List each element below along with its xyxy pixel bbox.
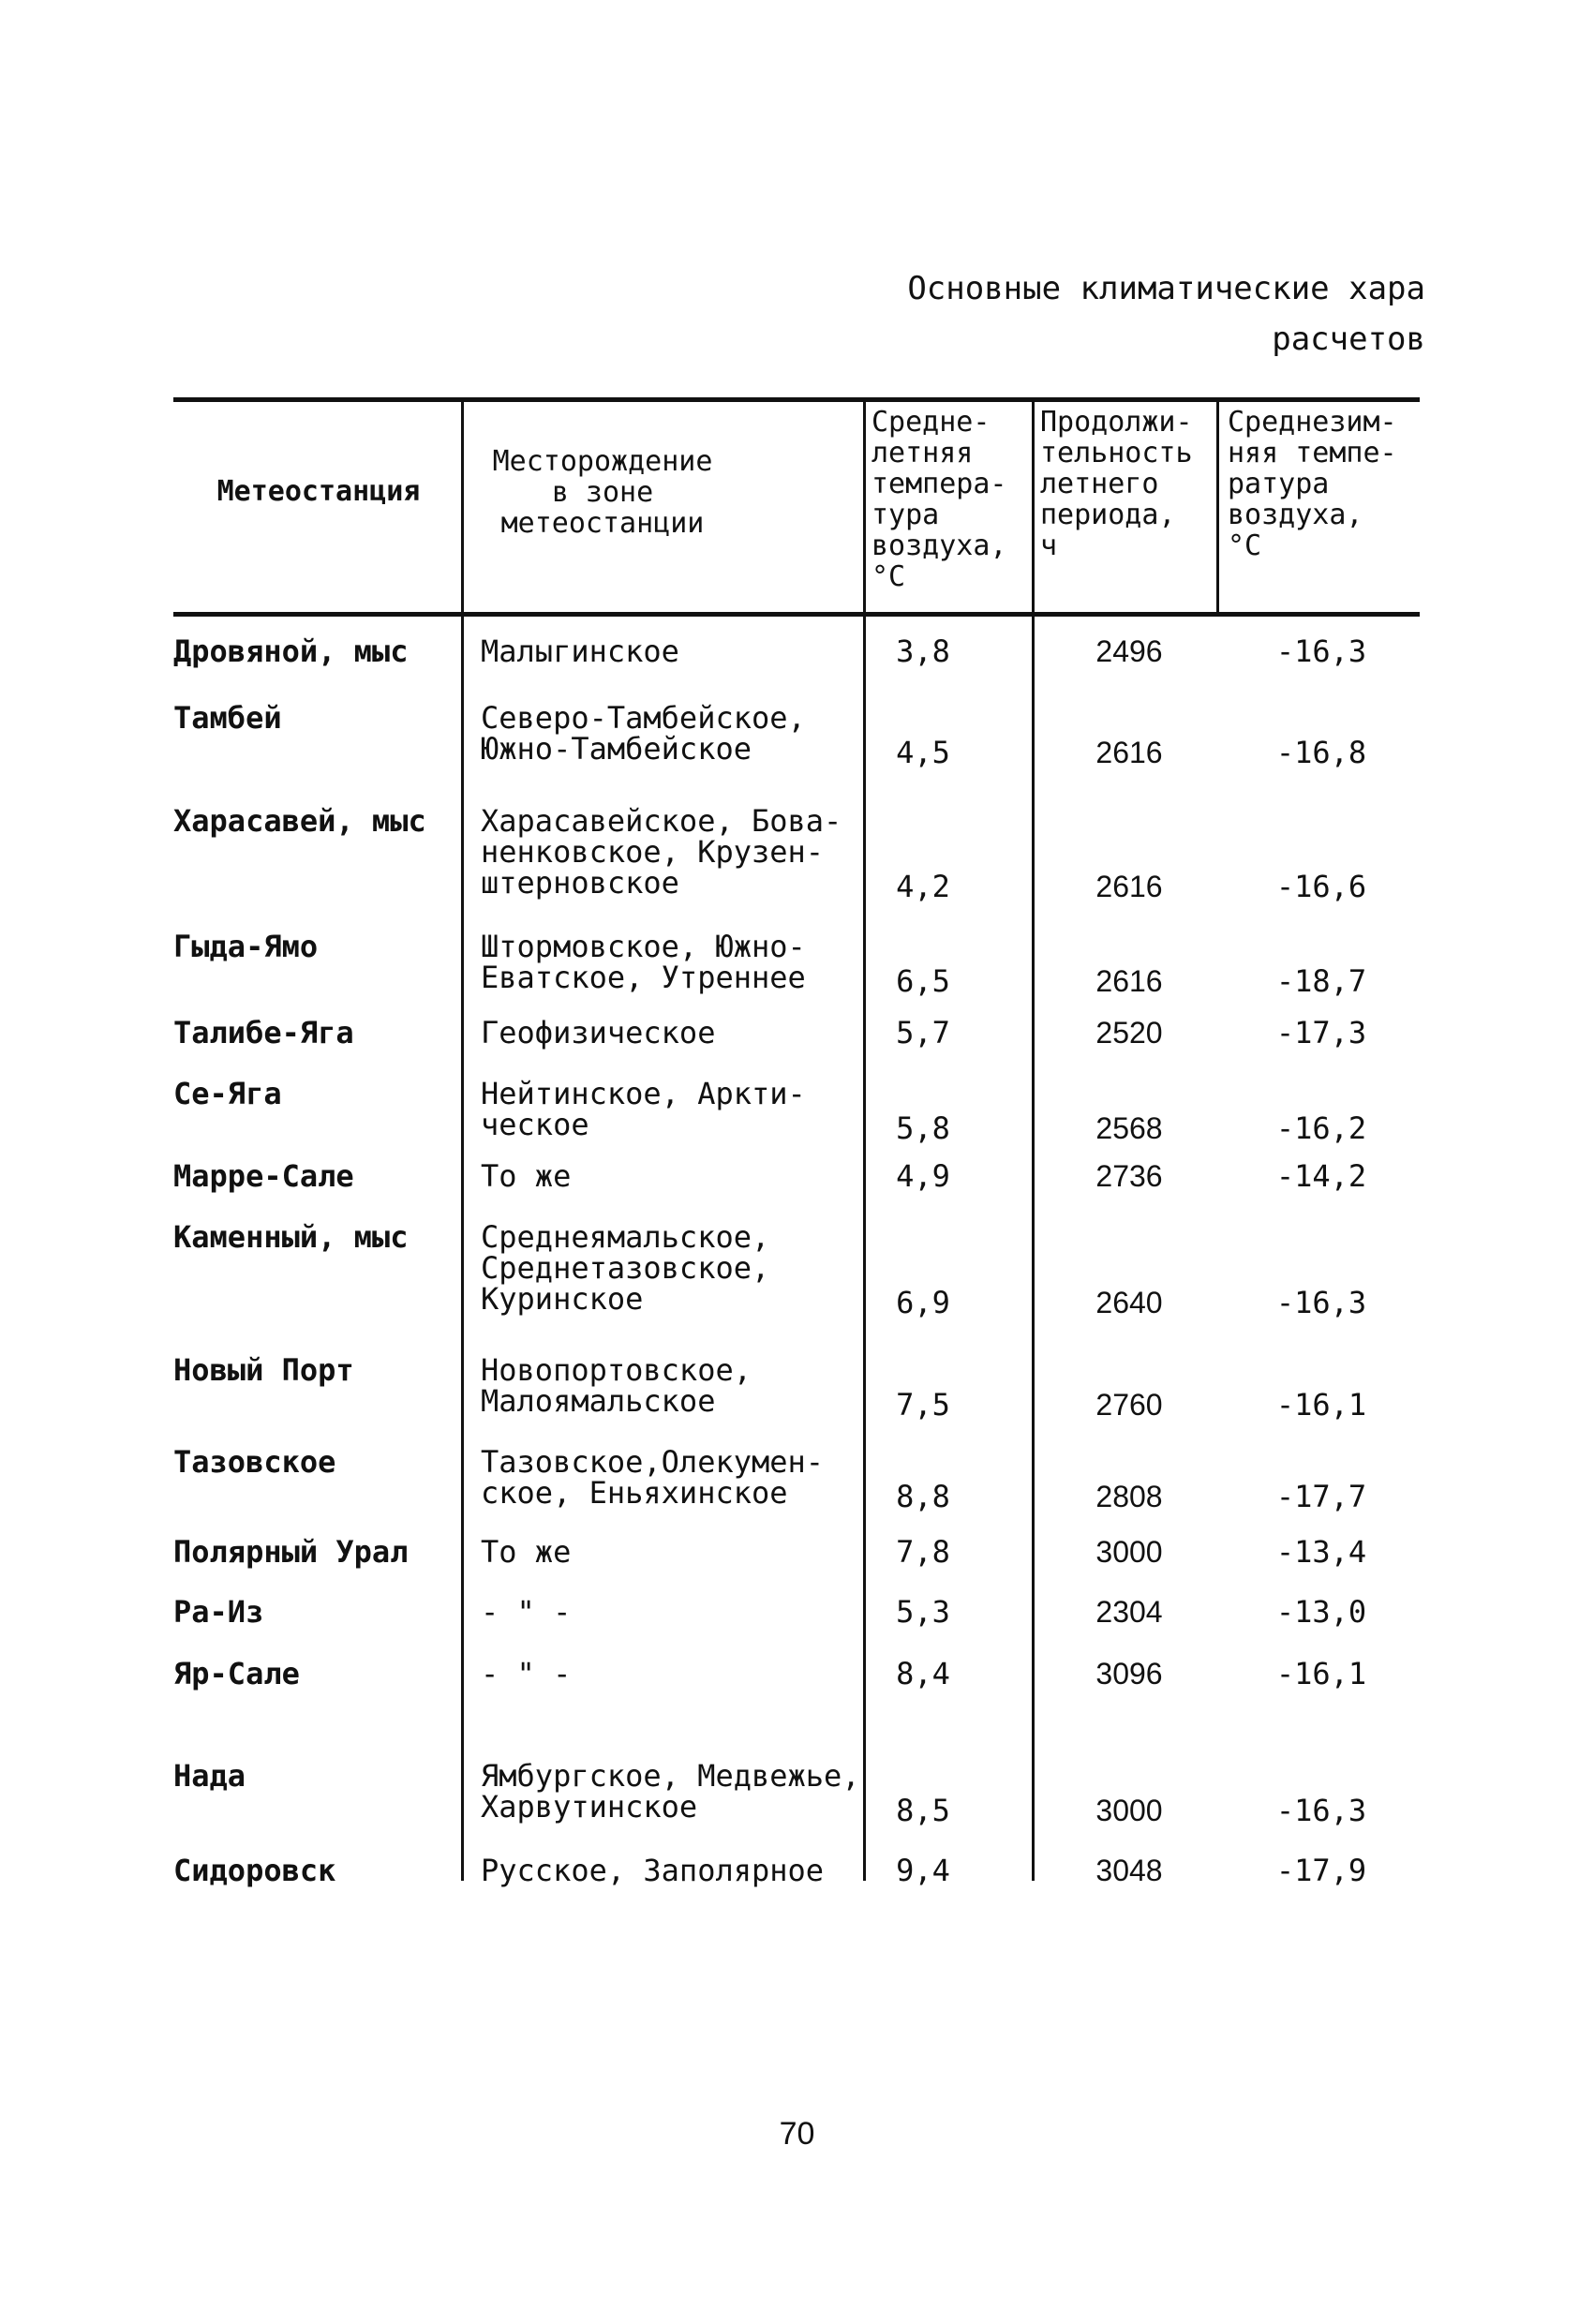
table-caption-line1: Основные климатические хара (907, 270, 1425, 307)
station-cell: Ра-Из (173, 1594, 264, 1630)
duration-cell: 2520 (1095, 1016, 1163, 1050)
summer-temp-cell: 9,4 (896, 1853, 950, 1888)
duration-cell: 2640 (1095, 1286, 1163, 1319)
table-header-rule (173, 612, 1420, 617)
field-cell: - " - (481, 1656, 572, 1691)
field-cell: Геофизическое (481, 1015, 716, 1050)
winter-temp-cell: -16,1 (1275, 1656, 1367, 1691)
summer-temp-cell: 8,8 (896, 1479, 950, 1514)
field-cell: - " - (481, 1594, 572, 1630)
winter-temp-cell: -16,6 (1275, 869, 1367, 904)
winter-temp-cell: -16,3 (1275, 1285, 1367, 1320)
summer-temp-cell: 8,4 (896, 1656, 950, 1691)
summer-temp-cell: 8,5 (896, 1793, 950, 1828)
duration-cell: 2616 (1095, 964, 1163, 998)
field-cell: То же (481, 1534, 572, 1570)
winter-temp-cell: -18,7 (1275, 963, 1367, 999)
header-summer-temp: Средне- летняя темпера- тура воздуха, °С (871, 406, 1007, 593)
field-cell: Ямбургское, Медвежье, Харвутинское (481, 1758, 860, 1825)
winter-temp-cell: -13,0 (1275, 1594, 1367, 1630)
duration-cell: 2760 (1095, 1388, 1163, 1422)
winter-temp-cell: -13,4 (1275, 1534, 1367, 1570)
field-cell: Малыгинское (481, 633, 679, 669)
summer-temp-cell: 4,2 (896, 869, 950, 904)
duration-cell: 3000 (1095, 1794, 1163, 1827)
station-cell: Се-Яга (173, 1076, 282, 1111)
header-field: Месторождение в зоне метеостанции (492, 445, 713, 540)
station-cell: Яр-Сале (173, 1656, 300, 1691)
winter-temp-cell: -16,1 (1275, 1387, 1367, 1423)
field-cell: Тазовское,Олекумен- ское, Еньяхинское (481, 1444, 825, 1511)
station-cell: Новый Порт (173, 1352, 354, 1388)
duration-cell: 2616 (1095, 736, 1163, 769)
duration-cell: 2808 (1095, 1480, 1163, 1513)
summer-temp-cell: 7,8 (896, 1534, 950, 1570)
summer-temp-cell: 4,9 (896, 1158, 950, 1194)
duration-cell: 2616 (1095, 870, 1163, 903)
station-cell: Дровяной, мыс (173, 633, 409, 669)
station-cell: Каменный, мыс (173, 1219, 409, 1255)
station-cell: Талибе-Яга (173, 1015, 354, 1050)
station-cell: Тазовское (173, 1444, 336, 1480)
winter-temp-cell: -16,3 (1275, 633, 1367, 669)
header-duration: Продолжи- тельность летнего периода, ч (1040, 406, 1193, 562)
duration-cell: 3048 (1095, 1854, 1163, 1887)
field-cell: Нейтинское, Аркти- ческое (481, 1076, 806, 1142)
station-cell: Полярный Урал (173, 1534, 409, 1570)
summer-temp-cell: 5,7 (896, 1015, 950, 1050)
summer-temp-cell: 4,5 (896, 735, 950, 770)
station-cell: Харасавей, мыс (173, 803, 426, 839)
winter-temp-cell: -16,3 (1275, 1793, 1367, 1828)
header-station: Метеостанция (216, 475, 421, 508)
summer-temp-cell: 5,3 (896, 1594, 950, 1630)
station-cell: Гыда-Ямо (173, 929, 319, 964)
field-cell: Харасавейское, Бова- ненковское, Крузен- штерновское (481, 803, 842, 901)
field-cell: Русское, Заполярное (481, 1853, 825, 1888)
summer-temp-cell: 6,9 (896, 1285, 950, 1320)
page-number: 70 (779, 2116, 815, 2152)
summer-temp-cell: 6,5 (896, 963, 950, 999)
station-cell: Сидоровск (173, 1853, 336, 1888)
field-cell: То же (481, 1158, 572, 1194)
winter-temp-cell: -14,2 (1275, 1158, 1367, 1194)
winter-temp-cell: -17,9 (1275, 1853, 1367, 1888)
table-caption-line2: расчетов (1272, 320, 1425, 358)
table-top-rule (173, 397, 1420, 402)
summer-temp-cell: 7,5 (896, 1387, 950, 1423)
station-cell: Марре-Сале (173, 1158, 354, 1194)
summer-temp-cell: 5,8 (896, 1110, 950, 1146)
winter-temp-cell: -16,2 (1275, 1110, 1367, 1146)
duration-cell: 3000 (1095, 1535, 1163, 1569)
winter-temp-cell: -16,8 (1275, 735, 1367, 770)
winter-temp-cell: -17,3 (1275, 1015, 1367, 1050)
field-cell: Среднеямальское, Среднетазовское, Куринское (481, 1219, 770, 1317)
duration-cell: 2304 (1095, 1595, 1163, 1629)
field-cell: Штормовское, Южно- Еватское, Утреннее (481, 929, 806, 995)
field-cell: Северо-Тамбейское, Южно-Тамбейское (481, 700, 806, 767)
duration-cell: 2496 (1095, 634, 1163, 668)
winter-temp-cell: -17,7 (1275, 1479, 1367, 1514)
duration-cell: 2736 (1095, 1159, 1163, 1193)
header-winter-temp: Среднезим- няя темпе- ратура воздуха, °С (1228, 406, 1397, 562)
column-divider (461, 397, 464, 1881)
duration-cell: 2568 (1095, 1111, 1163, 1145)
column-divider (1032, 397, 1035, 1881)
field-cell: Новопортовское, Малоямальское (481, 1352, 752, 1419)
station-cell: Нада (173, 1758, 246, 1794)
summer-temp-cell: 3,8 (896, 633, 950, 669)
station-cell: Тамбей (173, 700, 282, 736)
duration-cell: 3096 (1095, 1657, 1163, 1691)
